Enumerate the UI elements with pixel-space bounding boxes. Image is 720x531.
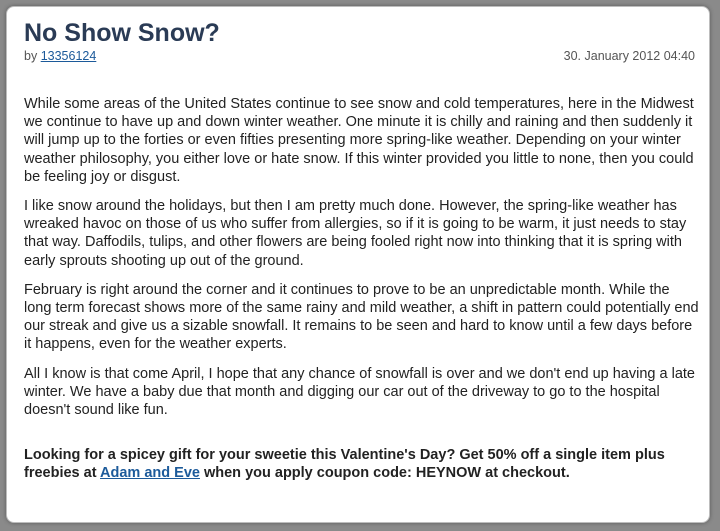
article-meta	[24, 49, 695, 65]
article-card	[6, 6, 710, 523]
promo-text-before: Looking for a spicey gift for your sweetie this Valentine's Day? Get 50% off a single item plus freebies at	[24, 447, 665, 482]
promo-text-after: when you apply coupon code: HEYNOW at checkout.	[199, 465, 570, 482]
paragraph: While some areas of the United States continue to see snow and cold temperatures, here in the Midwest we continue to have up and down winter weather. One minute it is chilly and raining and then suddenly it will jump up to the forties or even fifties presenting more spring-like weather. Depending on your winter weather philosophy, you either love or hate snow. If this winter provided you little to none, then you could be feeling joy or disgust.	[24, 96, 694, 185]
paragraph: I like snow around the holidays, but then I am pretty much done. However, the spring-like weather has wreaked havoc on those of us who suffer from allergies, so if it is going to be warm, it just needs to stay that way. Daffodils, tulips, and other flowers are being fooled right now into thinking that it is spring with early sprouts shooting up out of the ground.	[24, 198, 687, 269]
paragraph: February is right around the corner and it continues to prove to be an unpredictable month. While the long term forecast shows more of the same rainy and mild weather, a shift in pattern could potentially end our streak and give us a sizable snowfall. It remains to be seen and hard to know until a few days before it happens, even for the weather experts.	[24, 281, 699, 353]
article-header	[24, 19, 695, 65]
article-title: No Show Snow?	[24, 19, 220, 47]
article-body	[24, 95, 700, 494]
by-label: by	[24, 49, 38, 63]
promo-link[interactable]: Adam and Eve	[100, 465, 200, 482]
post-date: 30. January 2012 04:40	[563, 49, 695, 63]
paragraph: All I know is that come April, I hope that any chance of snowfall is over and we don't end up having a late winter. We have a baby due that month and digging our car out of the driveway to go to the hospital doesn't sound like fun.	[24, 365, 695, 419]
author-link[interactable]: 13356124	[40, 49, 97, 63]
promo-paragraph	[24, 446, 700, 482]
byline	[24, 49, 96, 63]
